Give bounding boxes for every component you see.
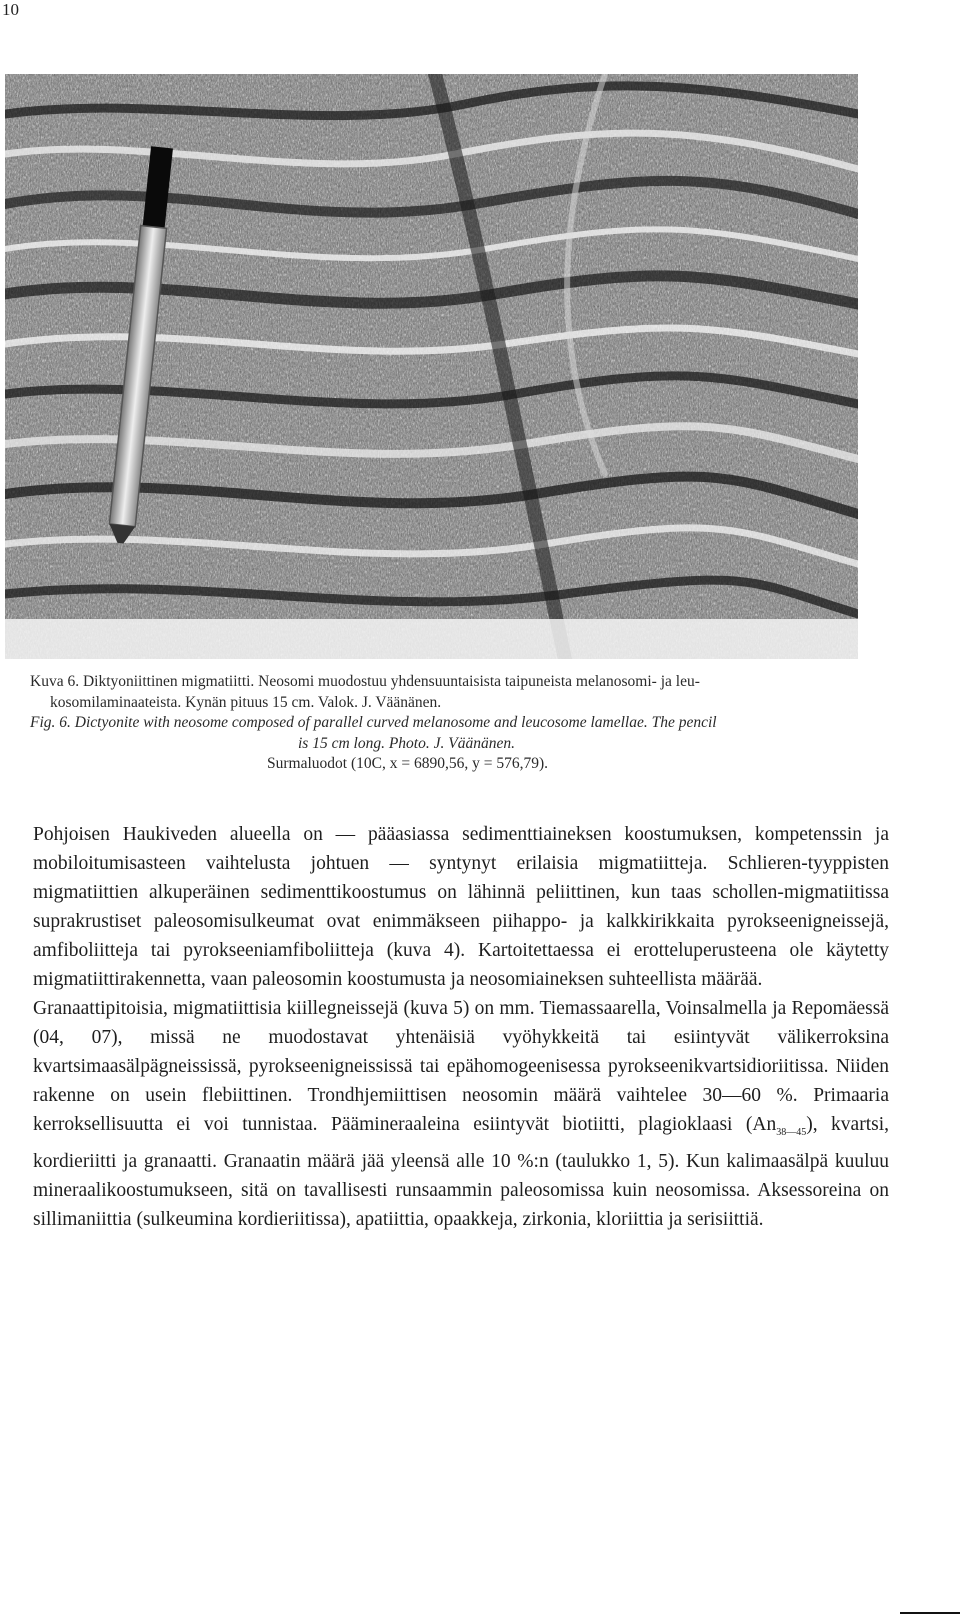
migmatite-photograph [5, 74, 858, 659]
caption-finnish-line-2: kosomilaminaateista. Kynän pituus 15 cm. Valok. J. Väänänen. [50, 693, 442, 711]
paragraph-2 [33, 994, 889, 1234]
paragraph-2-part-b: ), kvartsi, kordieriitti ja granaatti. Granaatin määrä jää yleensä alle 10 %:n (taulukko 1, 5). Kun kalimaasälpä kuuluu mineraalikoostumukseen, sitä on tavallisesti runsaammin paleosomissa kuin neosomissa. Aksessoreina on sillimaniittia (sulkeumina kordieriitissa), apatiittia, opaakkeja, zirkonia, kloriittia ja serisiittiä. [33, 1114, 890, 1230]
page-number: 10 [2, 0, 19, 19]
paragraph-2-part-a: Granaattipitoisia, migmatiittisia kiillegneissejä (kuva 5) on mm. Tiemassaarella, Voinsalmella ja Repomäessä (04, 07), missä ne muodostavat yhtenäisiä vyöhykkeitä tai esiintyvät välikerroksina kvartsimaasälpägneississä, pyrokseenigneississä tai epähomogeenisessa pyrokseenikvartsidioriitissa. Niiden rakenne on usein flebiittinen. Trondhjemiittisen neosomin määrä vaihtelee 30—60 %. Primaaria kerroksellisuutta ei voi tunnistaa. Päämineraaleina esiintyvät biotiitti, plagioklaasi (An [33, 998, 889, 1135]
anorthite-subscript: 38—45 [776, 1126, 807, 1138]
paragraph-1: Pohjoisen Haukiveden alueella on — pääasiassa sedimenttiaineksen koostumuksen, kompetenssin ja mobiloitumisasteen vaihtelusta johtuen — syntynyt erilaisia migmatiitteja. Schlieren-tyyppisten migmatiittien alkuperäinen sedimenttikoostumus on lähinnä peliittinen, kun taas schollen-migmatiitissa suprakrustiset paleosomisulkeumat ovat enimmäkseen piihappo- ja kalkkirikkaita pyrokseenigneissejä, amfiboliitteja tai pyrokseeniamfiboliitteja (kuva 4). Kartoitettaessa ei erotteluperusteena ole käytetty migmatiittirakennetta, vaan paleosomin koostumusta ja neosomiaineksen suhteellista määrää. [33, 824, 889, 990]
caption-finnish-line-1: Kuva 6. Diktyoniittinen migmatiitti. Neosomi muodostuu yhdensuuntaisista taipuneista melanosomi- ja leu- [30, 673, 700, 690]
figure-caption [30, 672, 890, 775]
body-text [33, 820, 889, 1234]
caption-english-line-1: Fig. 6. Dictyonite with neosome composed of parallel curved melanosome and leucosome lamellae. The pencil [30, 714, 717, 731]
caption-location: Surmaluodot (10C, x = 6890,56, y = 576,79). [267, 755, 548, 772]
footer-rule [900, 1612, 960, 1614]
caption-english-line-2: is 15 cm long. Photo. J. Väänänen. [298, 734, 515, 752]
